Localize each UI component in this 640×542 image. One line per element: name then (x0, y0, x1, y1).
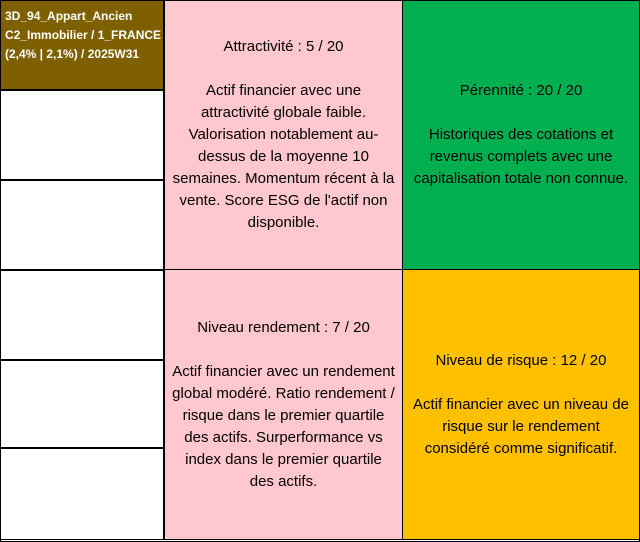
rendement-text: Actif financier avec un rendement global modéré. Ratio rendement / risque dans le premier quartile des actifs. Surperformance vs index dans le premier quartile des actifs. (172, 362, 395, 490)
empty-cell-3 (0, 270, 164, 360)
empty-cell-4 (0, 360, 164, 448)
asset-performance-period: (2,4% | 2,1%) / 2025W31 (5, 47, 140, 61)
attractivite-text: Actif financier avec une attractivité globale faible. Valorisation notablement au-dessus de la moyenne 10 semaines. Momentum récent à la vente. Score ESG de l'actif non disponible. (172, 82, 395, 231)
perennite-text: Historiques des cotations et revenus complets avec une capitalisation totale non connue. (413, 126, 629, 187)
asset-label-box (0, 0, 164, 90)
asset-category: C2_Immobilier / 1_FRANCE (5, 28, 162, 42)
empty-cell-2 (0, 180, 164, 270)
attractivite-card (164, 0, 403, 270)
risque-text: Actif financier avec un niveau de risque sur le rendement considéré comme significatif. (413, 395, 629, 457)
empty-cell-5 (0, 448, 164, 540)
attractivite-title: Attractivité : 5 / 20 (223, 38, 344, 55)
perennite-title: Pérennité : 20 / 20 (459, 82, 583, 99)
risque-title: Niveau de risque : 12 / 20 (435, 351, 607, 369)
rendement-title: Niveau rendement : 7 / 20 (197, 318, 370, 336)
asset-code: 3D_94_Appart_Ancien (5, 9, 133, 23)
perennite-card (402, 0, 640, 270)
risque-card (402, 269, 640, 540)
rendement-card (164, 269, 403, 540)
empty-cell-1 (0, 90, 164, 180)
